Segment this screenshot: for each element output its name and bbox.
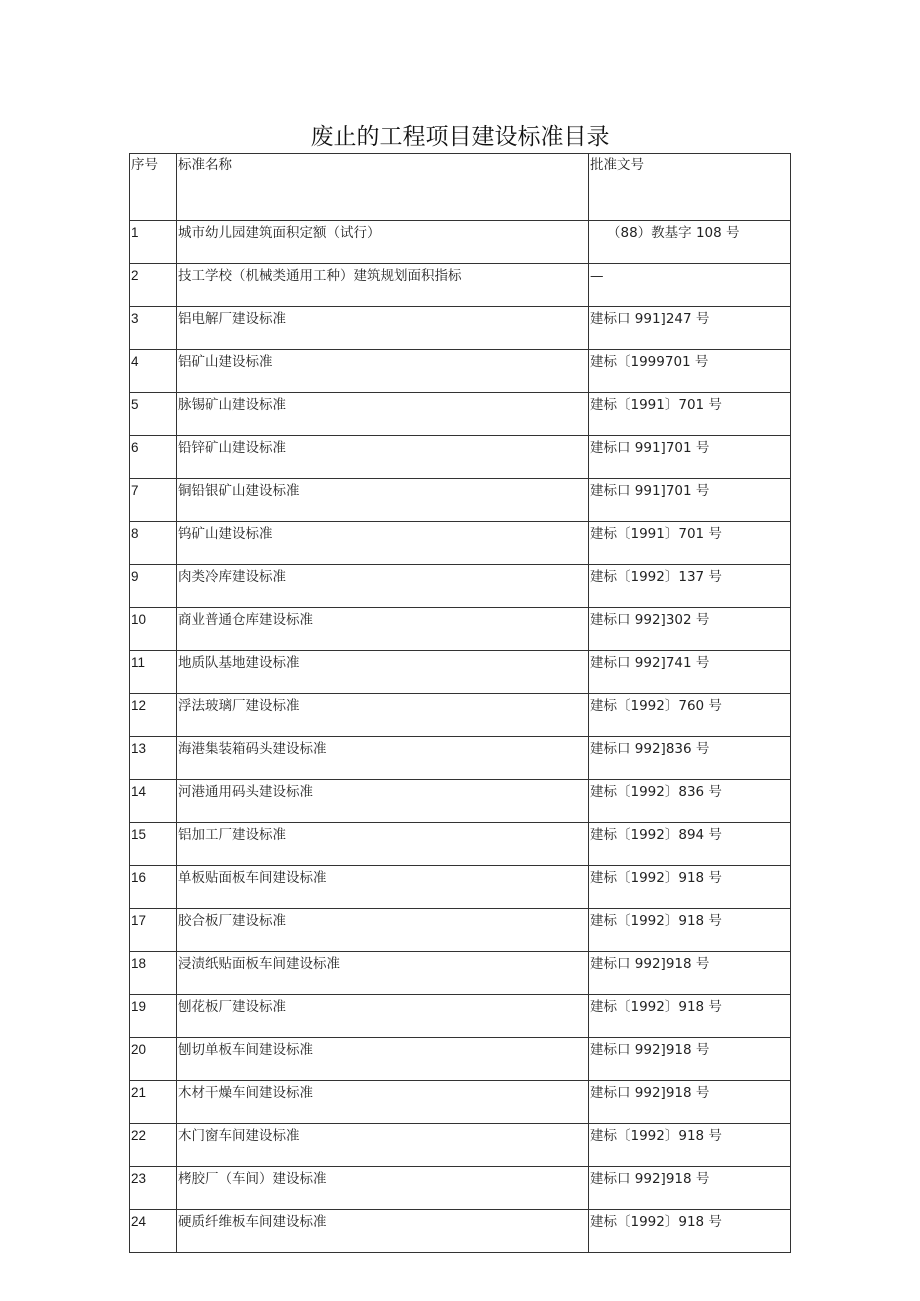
row-standard-name: 浸渍纸贴面板车间建设标准: [177, 952, 589, 995]
row-serial-number: 1: [130, 221, 177, 264]
row-standard-name: 海港集装箱码头建设标准: [177, 737, 589, 780]
row-approval-document: 建标口 991]701 号: [589, 479, 791, 522]
row-serial-number: 16: [130, 866, 177, 909]
table-row: [130, 866, 791, 909]
header-standard-name: 标准名称: [177, 154, 589, 221]
row-standard-name: 单板贴面板车间建设标准: [177, 866, 589, 909]
row-standard-name: 铝矿山建设标准: [177, 350, 589, 393]
table-row: [130, 995, 791, 1038]
row-approval-document: 建标口 991]247 号: [589, 307, 791, 350]
table-row: [130, 823, 791, 866]
table-row: [130, 1210, 791, 1253]
row-standard-name: 刨花板厂建设标准: [177, 995, 589, 1038]
row-standard-name: 木门窗车间建设标准: [177, 1124, 589, 1167]
row-approval-document: 建标〔1992〕137 号: [589, 565, 791, 608]
row-standard-name: 地质队基地建设标准: [177, 651, 589, 694]
table-row: [130, 479, 791, 522]
table-row: [130, 307, 791, 350]
table-row: [130, 436, 791, 479]
row-standard-name: 浮法玻璃厂建设标准: [177, 694, 589, 737]
header-serial-number: 序号: [130, 154, 177, 221]
row-approval-document: 建标口 992]918 号: [589, 1081, 791, 1124]
table-row: [130, 522, 791, 565]
row-standard-name: 肉类冷库建设标准: [177, 565, 589, 608]
row-approval-document: 建标〔1992〕760 号: [589, 694, 791, 737]
row-standard-name: 钨矿山建设标准: [177, 522, 589, 565]
row-approval-document: 建标口 992]918 号: [589, 1167, 791, 1210]
row-serial-number: 20: [130, 1038, 177, 1081]
row-approval-document: 建标〔1991〕701 号: [589, 393, 791, 436]
table-row: [130, 264, 791, 307]
row-serial-number: 18: [130, 952, 177, 995]
row-standard-name: 铝加工厂建设标准: [177, 823, 589, 866]
row-approval-document: —: [589, 264, 791, 307]
row-standard-name: 胶合板厂建设标准: [177, 909, 589, 952]
row-serial-number: 23: [130, 1167, 177, 1210]
table-row: [130, 565, 791, 608]
row-approval-document: 建标口 991]701 号: [589, 436, 791, 479]
row-standard-name: 河港通用码头建设标准: [177, 780, 589, 823]
table-row: [130, 909, 791, 952]
row-approval-document: 建标〔1992〕918 号: [589, 1124, 791, 1167]
table-row: [130, 952, 791, 995]
row-approval-document: 建标〔1992〕918 号: [589, 909, 791, 952]
row-standard-name: 铅锌矿山建设标准: [177, 436, 589, 479]
table-row: [130, 608, 791, 651]
row-approval-document: 建标口 992]302 号: [589, 608, 791, 651]
table-row: [130, 1167, 791, 1210]
row-approval-document: 建标〔1992〕836 号: [589, 780, 791, 823]
row-serial-number: 14: [130, 780, 177, 823]
row-approval-document: （88）教基字 108 号: [589, 221, 791, 264]
row-approval-document: 建标〔1999701 号: [589, 350, 791, 393]
table-row: [130, 1124, 791, 1167]
row-standard-name: 城市幼儿园建筑面积定额（试行）: [177, 221, 589, 264]
row-approval-document: 建标〔1992〕918 号: [589, 866, 791, 909]
row-serial-number: 22: [130, 1124, 177, 1167]
row-serial-number: 6: [130, 436, 177, 479]
row-approval-document: 建标口 992]836 号: [589, 737, 791, 780]
row-approval-document: 建标〔1992〕918 号: [589, 1210, 791, 1253]
row-standard-name: 栲胶厂（车间）建设标准: [177, 1167, 589, 1210]
table-row: [130, 651, 791, 694]
row-serial-number: 24: [130, 1210, 177, 1253]
row-serial-number: 3: [130, 307, 177, 350]
standards-table: [129, 153, 791, 1253]
row-serial-number: 9: [130, 565, 177, 608]
row-approval-document: 建标〔1992〕918 号: [589, 995, 791, 1038]
row-standard-name: 商业普通仓库建设标准: [177, 608, 589, 651]
row-standard-name: 刨切单板车间建设标准: [177, 1038, 589, 1081]
table-row: [130, 1038, 791, 1081]
row-approval-document: 建标口 992]918 号: [589, 1038, 791, 1081]
row-approval-document: 建标〔1991〕701 号: [589, 522, 791, 565]
row-approval-document: 建标口 992]918 号: [589, 952, 791, 995]
row-standard-name: 脉锡矿山建设标准: [177, 393, 589, 436]
table-row: [130, 737, 791, 780]
table-row: [130, 350, 791, 393]
document-title: 废止的工程项目建设标准目录: [310, 124, 610, 150]
row-serial-number: 4: [130, 350, 177, 393]
row-standard-name: 硬质纤维板车间建设标准: [177, 1210, 589, 1253]
table-row: [130, 694, 791, 737]
row-serial-number: 15: [130, 823, 177, 866]
table-header-row: [130, 154, 791, 221]
row-standard-name: 铜铅银矿山建设标准: [177, 479, 589, 522]
row-serial-number: 17: [130, 909, 177, 952]
row-approval-document: 建标〔1992〕894 号: [589, 823, 791, 866]
row-serial-number: 13: [130, 737, 177, 780]
row-serial-number: 10: [130, 608, 177, 651]
table-row: [130, 1081, 791, 1124]
table-row: [130, 393, 791, 436]
row-serial-number: 7: [130, 479, 177, 522]
row-serial-number: 2: [130, 264, 177, 307]
table-row: [130, 221, 791, 264]
row-standard-name: 铝电解厂建设标准: [177, 307, 589, 350]
row-standard-name: 技工学校（机械类通用工种）建筑规划面积指标: [177, 264, 589, 307]
row-approval-document: 建标口 992]741 号: [589, 651, 791, 694]
row-serial-number: 8: [130, 522, 177, 565]
row-serial-number: 11: [130, 651, 177, 694]
row-serial-number: 5: [130, 393, 177, 436]
table-row: [130, 780, 791, 823]
row-standard-name: 木材干燥车间建设标准: [177, 1081, 589, 1124]
header-approval-document: 批准文号: [589, 154, 791, 221]
row-serial-number: 12: [130, 694, 177, 737]
row-serial-number: 19: [130, 995, 177, 1038]
row-serial-number: 21: [130, 1081, 177, 1124]
